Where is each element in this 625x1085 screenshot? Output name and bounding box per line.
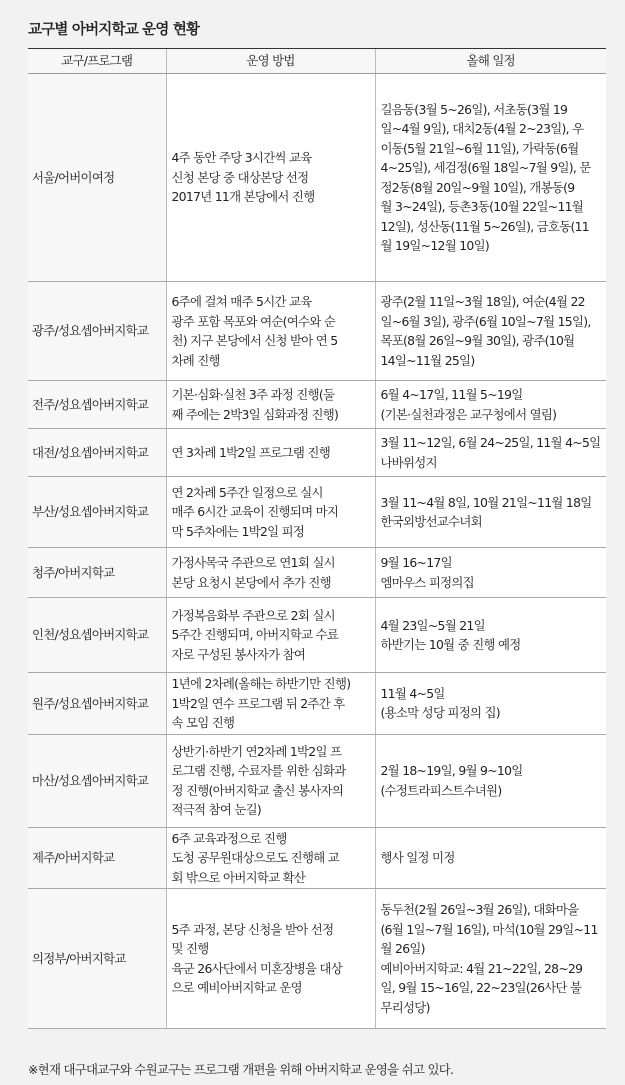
- schedule-line: 일, 9월 15~16일, 22~23일(26사단 불: [380, 980, 582, 995]
- method-line: 째 주에는 2박3일 심화과정 진행): [171, 406, 339, 422]
- schedule-line: (수정트라피스트수녀원): [380, 782, 502, 798]
- schedule-line: 일~4월 9일), 대치2동(4월 2~23일), 우: [380, 121, 584, 136]
- cell-method: [166, 827, 375, 889]
- father-school-table: [28, 48, 606, 1029]
- schedule-line: 예비아버지학교: 4월 21~22일, 28~29: [380, 960, 583, 976]
- table-row: [28, 673, 606, 735]
- cell-method: [166, 74, 375, 282]
- table-row: [28, 548, 606, 598]
- cell-diocese: 서울/어버이여정: [28, 74, 166, 282]
- method-line: 차례 진행: [171, 352, 220, 368]
- schedule-line: (기본·실천과정은 교구청에서 열림): [380, 406, 557, 422]
- schedule-line: 3월 11~12일, 6월 24~25일, 11월 4~5일: [380, 435, 601, 450]
- cell-schedule: [375, 282, 606, 381]
- cell-method: [166, 282, 375, 381]
- schedule-line: 14일~11월 25일): [380, 352, 475, 368]
- schedule-line: 9월 16~17일: [380, 555, 452, 570]
- table-title: 교구별 아버지학교 운영 현황: [28, 22, 200, 38]
- schedule-line: 목포(8월 26일~9월 30일), 광주(10월: [380, 333, 575, 348]
- schedule-line: 광주(2월 11일~3월 18일), 여순(4월 22: [380, 294, 585, 309]
- cell-method: [166, 381, 375, 429]
- method-line: 가정사목국 주관으로 연1회 실시: [171, 555, 335, 570]
- method-line: 가정복음화부 주관으로 2회 실시: [171, 607, 335, 623]
- cell-method: [166, 548, 375, 598]
- cell-method: [166, 889, 375, 1029]
- cell-schedule: [375, 381, 606, 429]
- cell-diocese: 대전/성요셉아버지학교: [28, 429, 166, 477]
- cell-schedule: [375, 734, 606, 827]
- header-diocese: 교구/프로그램: [28, 49, 166, 74]
- method-line: 2017년 11개 본당에서 진행: [171, 189, 315, 205]
- method-line: 5주 과정, 본당 신청을 받아 선정: [171, 921, 334, 937]
- cell-schedule: [375, 827, 606, 889]
- table-row: [28, 827, 606, 889]
- cell-schedule: [375, 598, 606, 673]
- method-line: 5주간 진행되며, 아버지학교 수료: [171, 627, 339, 643]
- schedule-line: 4월 23일~5월 21일: [380, 617, 485, 633]
- schedule-line: 6월 4~17일, 11월 5~19일: [380, 387, 523, 402]
- cell-method: [166, 734, 375, 827]
- cell-diocese: 원주/성요셉아버지학교: [28, 673, 166, 735]
- schedule-line: 월 3~24일), 등촌3동(10월 22일~11월: [380, 199, 584, 214]
- schedule-line: 12일), 성산동(11월 5~26일), 금호동(11: [380, 218, 589, 234]
- cell-diocese: 부산/성요셉아버지학교: [28, 477, 166, 548]
- cell-method: [166, 429, 375, 477]
- method-line: 6주에 걸쳐 매주 5시간 교육: [171, 294, 312, 309]
- schedule-line: 동두천(2월 26일~3월 26일), 대화마을: [380, 902, 579, 917]
- method-line: 회 밖으로 아버지학교 확산: [171, 869, 306, 885]
- method-line: 막 5주차에는 1박2일 피정: [171, 523, 305, 539]
- method-line: 도청 공무원대상으로도 진행해 교: [171, 850, 339, 865]
- schedule-line: 11월 4~5일: [380, 685, 445, 701]
- schedule-line: 2월 18~19일, 9월 9~10일: [380, 763, 523, 778]
- cell-schedule: [375, 74, 606, 282]
- schedule-line: 한국외방선교수녀회: [380, 514, 482, 529]
- method-line: 연 3차례 1박2일 프로그램 진행: [171, 444, 330, 460]
- schedule-line: 3월 11~4월 8일, 10월 21일~11월 18일: [380, 494, 592, 510]
- schedule-line: 행사 일정 미정: [380, 850, 455, 865]
- schedule-line: 길음동(3월 5~26일), 서초동(3월 19: [380, 101, 568, 117]
- method-line: 기본·심화·실천 3주 과정 진행(둘: [171, 387, 335, 402]
- cell-method: [166, 673, 375, 735]
- method-line: 정 진행(아버지학교 출신 봉사자의: [171, 782, 344, 798]
- footnote: ※현재 대구대교구와 수원교구는 프로그램 개편을 위해 아버지학교 운영을 쉬고 있다.: [28, 1062, 454, 1077]
- table-row: [28, 889, 606, 1029]
- table-row: [28, 282, 606, 381]
- schedule-line: 나바위성지: [380, 454, 437, 470]
- cell-diocese: 인천/성요셉아버지학교: [28, 598, 166, 673]
- method-line: 1박2일 연수 프로그램 뒤 2주간 후: [171, 695, 345, 711]
- cell-method: [166, 598, 375, 673]
- cell-schedule: [375, 429, 606, 477]
- table-row: [28, 381, 606, 429]
- cell-schedule: [375, 477, 606, 548]
- table-row: [28, 429, 606, 477]
- method-line: 연 2차례 5주간 일정으로 실시: [171, 484, 323, 500]
- method-line: 6주 교육과정으로 진행: [171, 830, 287, 846]
- schedule-line: (6월 1일~7월 16일), 마석(10월 29일~11: [380, 921, 598, 937]
- method-line: 속 모임 진행: [171, 715, 235, 730]
- schedule-line: (용소막 성당 피정의 집): [380, 705, 500, 721]
- cell-schedule: [375, 889, 606, 1029]
- method-line: 광주 포함 목포와 여순(여수와 순: [171, 313, 336, 329]
- cell-diocese: 전주/성요셉아버지학교: [28, 381, 166, 429]
- header-schedule: 올해 일정: [375, 49, 606, 74]
- schedule-line: 월 26일): [380, 941, 425, 956]
- cell-diocese: 광주/성요셉아버지학교: [28, 282, 166, 381]
- cell-diocese: 청주/아버지학교: [28, 548, 166, 598]
- table-header-row: [28, 49, 606, 74]
- table-row: [28, 598, 606, 673]
- method-line: 상반기·하반기 연2차례 1박2일 프: [171, 743, 342, 759]
- method-line: 으로 예비아버지학교 운영: [171, 980, 302, 995]
- table-row: [28, 477, 606, 548]
- cell-method: [166, 477, 375, 548]
- method-line: 및 진행: [171, 941, 209, 956]
- cell-diocese: 의정부/아버지학교: [28, 889, 166, 1029]
- schedule-line: 정2동(8월 20일~9월 10일), 개봉동(9: [380, 179, 575, 195]
- schedule-line: 이동(5월 21일~6월 11일), 가락동(6월: [380, 140, 579, 156]
- schedule-line: 엠마우스 피정의집: [380, 574, 474, 590]
- cell-schedule: [375, 673, 606, 735]
- table-row: [28, 74, 606, 282]
- schedule-line: 하반기는 10월 중 진행 예정: [380, 637, 521, 652]
- method-line: 본당 요청시 본당에서 추가 진행: [171, 574, 331, 590]
- cell-diocese: 마산/성요셉아버지학교: [28, 734, 166, 827]
- method-line: 천) 지구 본당에서 신청 받아 연 5: [171, 333, 338, 348]
- table-row: [28, 734, 606, 827]
- method-line: 로그램 진행, 수료자를 위한 심화과: [171, 763, 346, 778]
- method-line: 육군 26사단에서 미혼장병을 대상: [171, 960, 343, 976]
- method-line: 자로 구성된 봉사자가 참여: [171, 646, 306, 662]
- method-line: 4주 동안 주당 3시간씩 교육: [171, 150, 312, 166]
- cell-diocese: 제주/아버지학교: [28, 827, 166, 889]
- header-method: 운영 방법: [166, 49, 375, 74]
- cell-schedule: [375, 548, 606, 598]
- schedule-line: 일~6월 3일), 광주(6월 10일~7월 15일),: [380, 313, 591, 329]
- schedule-line: 월 19일~12월 10일): [380, 238, 489, 253]
- method-line: 1년에 2차례(올해는 하반기만 진행): [171, 676, 351, 691]
- method-line: 신청 본당 중 대상본당 선정: [171, 169, 309, 185]
- method-line: 매주 6시간 교육이 진행되며 마지: [171, 504, 339, 520]
- schedule-line: 4~25일), 세검정(6월 18일~7월 9일), 문: [380, 160, 591, 175]
- schedule-line: 무리성당): [380, 999, 430, 1015]
- method-line: 적극적 참여 눈길): [171, 802, 261, 817]
